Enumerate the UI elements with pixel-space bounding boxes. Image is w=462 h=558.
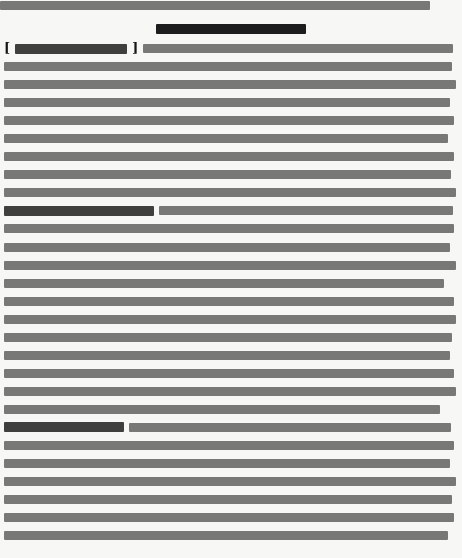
article-line	[4, 347, 458, 364]
article-line	[4, 365, 458, 382]
article-line	[4, 58, 458, 75]
article-line	[4, 311, 458, 328]
article-line	[4, 202, 458, 219]
article-line	[4, 112, 458, 129]
article-line	[4, 491, 458, 508]
article-line	[4, 184, 458, 201]
article-line	[4, 509, 458, 526]
article-line	[4, 437, 458, 454]
article-line	[4, 76, 458, 93]
article-line	[4, 401, 458, 418]
article-line	[4, 94, 458, 111]
article-line	[4, 527, 458, 544]
clipped-previous-line	[0, 0, 462, 12]
article-line	[4, 419, 458, 436]
article-line	[4, 455, 458, 472]
article-line	[4, 383, 458, 400]
article-line	[4, 473, 458, 490]
continuation-marker: [	[4, 41, 11, 56]
article-line	[4, 130, 458, 147]
article-line	[4, 40, 458, 57]
article-line	[4, 275, 458, 292]
article-body	[4, 40, 458, 552]
article-line	[4, 293, 458, 310]
article-line	[4, 220, 458, 237]
continuation-marker: ]	[132, 41, 139, 56]
headline-placeholder	[156, 24, 306, 34]
article-line	[4, 148, 458, 165]
article-line	[4, 166, 458, 183]
article-line	[4, 239, 458, 256]
line-placeholder	[0, 0, 430, 12]
article-line	[4, 257, 458, 274]
article-line	[4, 329, 458, 346]
